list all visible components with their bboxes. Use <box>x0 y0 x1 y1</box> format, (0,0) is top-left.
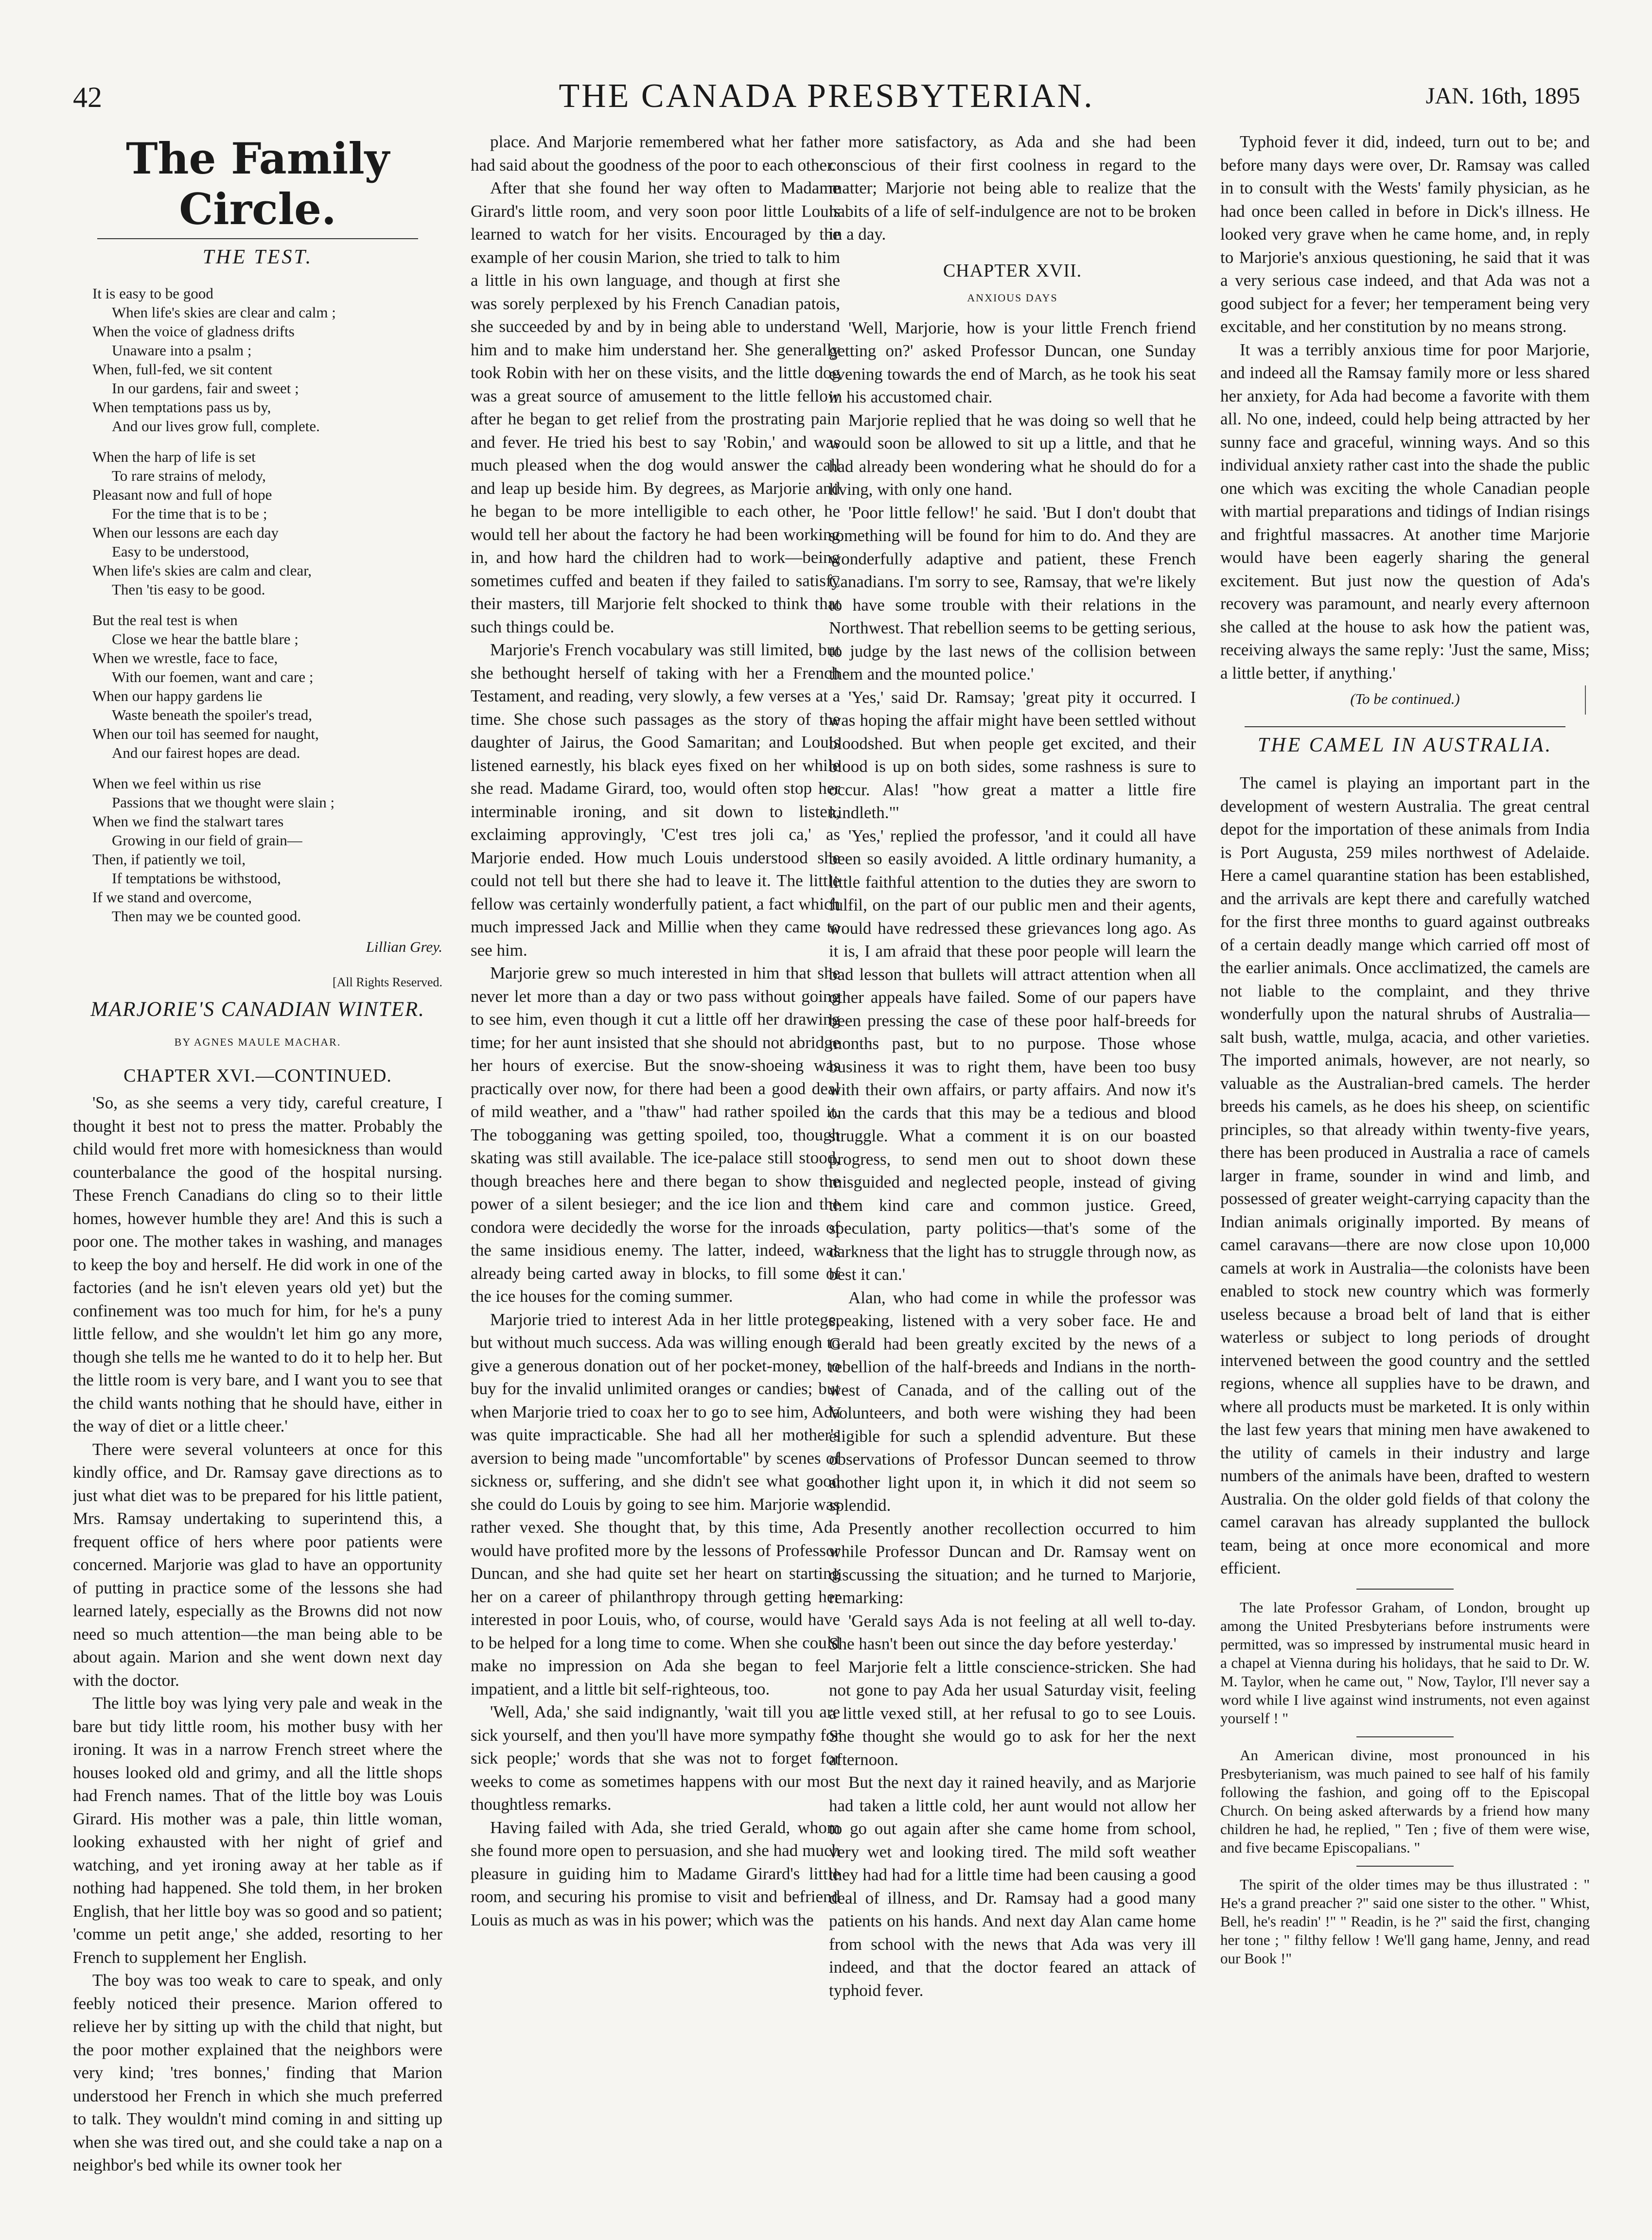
poem-line: Close we hear the battle blare ; <box>112 630 299 648</box>
poem-line: Then 'tis easy to be good. <box>112 580 265 598</box>
poem-stanza <box>92 774 442 926</box>
poem-line: Passions that we thought were slain ; <box>112 793 335 811</box>
poem-line: When we wrestle, face to face, <box>92 649 278 666</box>
story-paragraph: 'Poor little fellow!' he said. 'But I don't doubt that something will be found for him to do. And they are wonderfully adaptive and patient, these French Canadians. I'm sorry to see, Ramsay, that we're likely to have some trouble with their relations in the Northwest. That rebellion seems to be getting serious, to judge by the last news of the collision between them and the mounted police.' <box>829 503 1196 683</box>
poem-line: If temptations be withstood, <box>112 869 281 887</box>
poem-line: But the real test is when <box>92 611 238 629</box>
chapter-subtitle: ANXIOUS DAYS <box>967 292 1058 304</box>
story-paragraph: Alan, who had come in while the professor was speaking, listened with a very sober face. He and Gerald had been greatly excited by the news of a rebellion of the half-breeds and Indians in the north-west of Canada, and of the calling out of the Volunteers, and both were wishing they had been eligible for such a splendid adventure. But these observations of Professor Duncan seemed to throw another light upon it, in which it did not seem so splendid. <box>829 1288 1196 1515</box>
poem-author: Lillian Grey. <box>366 938 442 955</box>
article-paragraph: The camel is playing an important part in the development of western Australia. The great central depot for the importation of these animals from India is Port Augusta, 259 miles northwest of Adelaide. Here a camel quarantine station has been established, and the arrivals are kept there and carefully watched for the first three months to guard against outbreaks of a certain deadly mange which carried off most of the earlier animals. Once acclimatized, the camels are not liable to the complaint, and they thrive wonderfully upon the natural shrubs of Australia—salt bush, wattle, mulga, acacia, and other varieties. The imported animals, however, are not nearly, so valuable as the Australian-bred camels. The herder breeds his camels, as he does his sheep, on scientific principles, so that already within twenty-five years, there has been produced in Australia a race of camels larger in frame, sounder in wind and limb, and possessed of greater weight-carrying capacity than the Indian animals originally imported. By means of camel caravans—there are now close upon 10,000 camels at work in Australia—the colonists have been enabled to stock new country which was formerly useless because a broad belt of land that is either waterless or subject to long periods of drought intervened between the good country and the settled regions, whence all supplies have to be drawn, and where all products must be marketed. It is only within the last few years that mining men have awakened to the utility of camels in their industry and large numbers of the animals have been, drafted to western Australia. On the older gold fields of that colony the camel caravan has already supplanted the bullock team, being at once more economical and more efficient. <box>1220 773 1590 1577</box>
story-paragraph: 'Well, Ada,' she said indignantly, 'wait till you are sick yourself, and then you'll have more sympathy for sick people;' words that she was not to forget for weeks to come as sometimes happens with our most thoughtless remarks. <box>471 1702 840 1814</box>
story-paragraph: There were several volunteers at once for this kindly office, and Dr. Ramsay gave directions as to just what diet was to be prepared for his little patient, Mrs. Ramsay undertaking to superintend this, a frequent office of hers where poor patients were concerned. Marjorie was glad to have an opportunity of putting in practice some of the lessons she had learned lately, especially as the Browns did not now need so much attention—the man being able to be about again. Marion and she went down next day with the doctor. <box>73 1439 442 1690</box>
column-4 <box>1220 130 1590 2187</box>
issue-date: JAN. 16th, 1895 <box>1425 83 1580 109</box>
poem-line: For the time that is to be ; <box>112 505 267 522</box>
poem-line: When our lessons are each day <box>92 524 279 541</box>
to-be-continued: (To be continued.) <box>1350 690 1460 707</box>
poem-line: Unaware into a psalm ; <box>112 341 252 359</box>
divider <box>1356 1736 1454 1737</box>
poem-line: When, full-fed, we sit content <box>92 360 273 378</box>
story-paragraph: Marjorie's French vocabulary was still limited, but she bethought herself of taking with her a French Testament, and reading, very slowly, a few verses at a time. She chose such passages as the story of the daughter of Jairus, the Good Samaritan; and Louis listened earnestly, his black eyes fixed on her while she read. Madame Girard, too, would often stop her interminable ironing, and sit down to listen, exclaiming approvingly, 'C'est tres joli ca,' as Marjorie ended. How much Louis understood she could not tell but there she had to leave it. The little fellow was certainly wonderfully patient, a fact which much impressed Jack and Millie when they came to see him. <box>471 640 840 960</box>
story-paragraph: It was a terribly anxious time for poor Marjorie, and indeed all the Ramsay family more or less shared her anxiety, for Ada had become a favorite with them all. No one, indeed, could help being attracted by her sunny face and graceful, winning ways. And so this individual anxiety rather cast into the shade the public one which was exciting the whole Canadian people with martial preparations and tidings of Indian risings and frightful massacres. At another time Marjorie would have been eagerly sharing the general excitement. But just now the question of Ada's recovery was paramount, and nearly every afternoon she called at the house to ask how the patient was, receiving always the same reply: 'Just the same, Miss; a little better, if anything.' <box>1220 340 1590 682</box>
filler-paragraph: An American divine, most pronounced in his Presbyterianism, was much pained to see half of his family following the fashion, and going off to the Episcopal Church. On being asked afterwards by a friend how many children he had, he replied, " Ten ; five of them were wise, and five became Episcopalians. " <box>1220 1746 1590 1856</box>
divider <box>97 238 418 239</box>
publication-title: THE CANADA PRESBYTERIAN. <box>559 77 1094 115</box>
poem-title: THE TEST. <box>202 246 313 268</box>
poem-line: Easy to be understood, <box>112 542 249 560</box>
rights-notice: [All Rights Reserved. <box>332 975 442 989</box>
story-byline: BY AGNES MAULE MACHAR. <box>174 1036 341 1048</box>
poem-line: When our happy gardens lie <box>92 687 263 704</box>
story-paragraph: Typhoid fever it did, indeed, turn out to be; and before many days were over, Dr. Ramsay was called in to consult with the Wests' family physician, as he had once been called in before in Dick's illness. He looked very grave when he came home, and, in reply to Marjorie's anxious questioning, he said that it was a very serious case indeed, and that Ada was not a good subject for a fever; her temperament being very excitable, and her constitution by no means strong. <box>1220 132 1590 336</box>
story-paragraph: Marjorie tried to interest Ada in her little protege, but without much success. Ada was willing enough to give a generous donation out of her pocket-money, to buy for the invalid unlimited oranges or candies; but when Marjorie tried to coax her to go to see him, Ada was quite impracticable. She had all her mother's aversion to being made "uncomfortable" by scenes of sickness or, suffering, and she didn't see what good she could do Louis by going to see him. Marjorie was rather vexed. She thought that, by this time, Ada would have profited more by the lessons of Professor Duncan, and she had quite set her heart on starting her on a career of philanthropy through getting her interested in poor Louis, who, of course, would have to be helped for a long time to come. When she could make no impression on Ada she began to feel impatient, and a little bit self-righteous, too. <box>471 1310 840 1698</box>
poem-line: When our toil has seemed for naught, <box>92 725 319 742</box>
poem-stanza <box>92 611 442 762</box>
divider <box>1356 1866 1454 1867</box>
story-paragraph: Marjorie replied that he was doing so well that he would soon be allowed to sit up a little, and that he had already been wondering what he should do for a living, with only one hand. <box>829 410 1196 499</box>
poem-line: When life's skies are clear and calm ; <box>112 303 336 321</box>
poem-line: When the harp of life is set <box>92 448 256 465</box>
margin-mark <box>1585 685 1586 715</box>
column-2 <box>471 130 840 2187</box>
divider <box>1245 726 1565 727</box>
story-paragraph: After that she found her way often to Madame Girard's little room, and very soon poor little Louis learned to watch for her visits. Encouraged by the example of her cousin Marion, she tried to talk to him a little in his own language, and though at first she was sorely perplexed by his French Canadian patois, she succeeded by and by in being able to understand him and to make him understand her. She generally took Robin with her on these visits, and the little dog was a great source of amusement to the little fellow after he began to get relief from the prostrating pain and fever. He tried his best to say 'Robin,' and was much pleased when the dog would answer the call and leap up beside him. By degrees, as Marjorie and he began to be more intelligible to each other, he would tell her about the factory he had been working in, and how hard the children had to work—being sometimes cuffed and beaten if they failed to satisfy their masters, till Marjorie felt shocked to think that such things could be. <box>471 178 840 636</box>
story-paragraph: The boy was too weak to care to speak, and only feebly noticed their presence. Marion offered to relieve her by sitting up with the child that night, but the poor mother explained that the neighbors were very kind; 'tres bonnes,' finding that Marion understood her French in which she much preferred to talk. They wouldn't mind coming in and sitting up when she was tired out, and she could take a nap on a neighbor's bed while its owner took her <box>73 1971 442 2174</box>
poem-line: And our fairest hopes are dead. <box>112 744 300 761</box>
poem-line: Waste beneath the spoiler's tread, <box>112 706 312 723</box>
poem-line: In our gardens, fair and sweet ; <box>112 379 299 397</box>
story-paragraph: 'Well, Marjorie, how is your little French friend getting on?' asked Professor Duncan, one Sunday evening towards the end of March, as he took his seat in his accustomed chair. <box>829 318 1196 406</box>
poem-line: Growing in our field of grain— <box>112 831 302 849</box>
chapter-heading: CHAPTER XVI.—CONTINUED. <box>123 1065 392 1086</box>
poem-line: Then, if patiently we toil, <box>92 850 246 868</box>
story-paragraph: 'Yes,' said Dr. Ramsay; 'great pity it occurred. I was hoping the affair might have been settled without bloodshed. But when people get excited, and their blood is up on both sides, some rashness is sure to occur. Alas! "how great a matter a little fire kindleth."' <box>829 687 1196 822</box>
poem-line: When temptations pass us by, <box>92 398 271 416</box>
poem-line: If we stand and overcome, <box>92 888 252 906</box>
chapter-heading: CHAPTER XVII. <box>943 260 1082 281</box>
story-paragraph: The little boy was lying very pale and weak in the bare but tidy little room, his mother busy with her ironing. It was in a narrow French street where the houses looked old and grimy, and all the little shops had French names. That of the little boy was Louis Girard. His mother was a pale, thin little woman, looking exhausted with her night of grief and watching, and yet ironing away at her table as if nothing had happened. She told them, in her broken English, that her little boy was so good and so patient; 'comme un petit ange,' she added, resorting to her French to supplement her English. <box>73 1694 442 1967</box>
story-paragraph: place. And Marjorie remembered what her father had said about the goodness of the poor to each other. <box>471 132 840 175</box>
story-paragraph: more satisfactory, as Ada and she had been conscious of their first coolness in regard to the matter; Marjorie not being able to realize that the habits of a life of self-indulgence are not to be broken in a day. <box>829 132 1196 244</box>
poem-line: It is easy to be good <box>92 284 213 302</box>
article-title-camel: THE CAMEL IN AUSTRALIA. <box>1257 734 1553 756</box>
filler-paragraph: The spirit of the older times may be thus illustrated : " He's a grand preacher ?" said one sister to the other. " Whist, Bell, he's readin' !" " Readin, is he ?" said the first, changing her tone ; " filthy fellow ! We'll gang hame, Jenny, and read our Book !" <box>1220 1875 1590 1967</box>
column-3 <box>829 130 1196 2187</box>
divider <box>1356 1589 1454 1590</box>
story-title: MARJORIE'S CANADIAN WINTER. <box>90 998 425 1021</box>
story-paragraph: 'Gerald says Ada is not feeling at all well to-day. She hasn't been out since the day before yesterday.' <box>829 1611 1196 1653</box>
poem-line: To rare strains of melody, <box>112 467 266 484</box>
page-number: 42 <box>73 81 102 113</box>
poem-line: With our foemen, want and care ; <box>112 668 314 685</box>
poem <box>92 284 442 926</box>
poem-line: When life's skies are calm and clear, <box>92 561 312 579</box>
story-paragraph: 'Yes,' replied the professor, 'and it could all have been so easily avoided. A little ordinary humanity, a little faithful attention to the duties they are sworn to fulfil, on the part of our public men and their agents, would have redressed these grievances long ago. As it is, I am afraid that these poor people will learn the bad lesson that bullets will attract attention when all other appeals have failed. Some of our papers have been pressing the case of these poor half-breeds for months past, but to no purpose. Those whose business it was to right them, have been too busy with their own affairs, or party affairs. And now it's on the cards that this may be a tedious and blood struggle. What a comment it is on our boasted progress, to send men out to shoot down these misguided and neglected people, instead of giving them kind care and common justice. Greed, speculation, party politics—that's some of the darkness that the light has to struggle through now, as best it can.' <box>829 826 1196 1284</box>
story-paragraph: Having failed with Ada, she tried Gerald, whom she found more open to persuasion, and she had much pleasure in guiding him to Madame Girard's little room, and securing his promise to visit and befriend Louis as much as was in his power; which was the <box>471 1818 840 1929</box>
poem-line: When the voice of gladness drifts <box>92 322 295 340</box>
column-1 <box>73 130 442 2187</box>
page-header <box>73 77 1580 121</box>
story-paragraph: 'So, as she seems a very tidy, careful creature, I thought it best not to press the matter. Probably the child would fret more with homesickness than would counterbalance the good of the hospital nursing. These French Canadians do cling so to their little homes, however humble they are! And this is such a poor one. The mother takes in washing, and manages to keep the boy and herself. He did work in one of the factories (and he isn't eleven years old yet) but the confinement was too much for him, for he's a puny little fellow, and she wouldn't let him go any more, though she tells me he wanted to do it to help her. But the little room is very bare, and I want you to see that the child wants nothing that he should have, either in the way of diet or a little cheer.' <box>73 1093 442 1435</box>
poem-line: And our lives grow full, complete. <box>112 417 320 435</box>
story-paragraph: Marjorie grew so much interested in him that she never let more than a day or two pass without going to see him, even though it cut a little off her drawing time; for her aunt insisted that she should not abridge her hours of exercise. But the snow-shoeing was practically over now, for there had been a good deal of mild weather, and a "thaw" had rather spoiled it. The tobogganing was getting spoiled, too, though skating was still available. The ice-palace still stood, though breaches here and there began to show the power of a silent besieger; and the ice lion and the condora were decidedly the worse for the inroads of the same insidious enemy. The latter, indeed, was already being carted away in blocks, to fill some of the ice houses for the coming summer. <box>471 963 840 1306</box>
poem-stanza <box>92 284 442 436</box>
story-paragraph: Marjorie felt a little conscience-stricken. She had not gone to pay Ada her usual Saturday visit, feeling a little vexed still, at her refusal to go to see Louis. She thought she would go to ask for her the next afternoon. <box>829 1657 1196 1769</box>
poem-line: When we find the stalwart tares <box>92 812 284 830</box>
story-paragraph: Presently another recollection occurred to him while Professor Duncan and Dr. Ramsay went on discussing the situation; and he turned to Marjorie, remarking: <box>829 1519 1196 1607</box>
poem-line: When we feel within us rise <box>92 774 261 792</box>
filler-paragraph: The late Professor Graham, of London, brought up among the United Presbyterians before instruments were permitted, was so impressed by instrumental music heard in a chapel at Vienna during his holidays, that he said to Dr. W. M. Taylor, when he came out, " Now, Taylor, I'll never say a word while I live against wind instruments, not even against yourself ! " <box>1220 1598 1590 1727</box>
section-title-family-circle: The Family Circle. <box>126 133 389 234</box>
story-paragraph: But the next day it rained heavily, and as Marjorie had taken a little cold, her aunt would not allow her to go out again after she came home from school, very wet and looking tired. The mild soft weather they had had for a little time had been causing a good deal of illness, and Dr. Ramsay had a good many patients on his hands. And next day Alan came home from school with the news that Ada was very ill indeed, and that the doctor feared an attack of typhoid fever. <box>829 1773 1196 2000</box>
poem-line: Pleasant now and full of hope <box>92 486 272 503</box>
poem-stanza <box>92 447 442 599</box>
poem-line: Then may we be counted good. <box>112 907 301 925</box>
